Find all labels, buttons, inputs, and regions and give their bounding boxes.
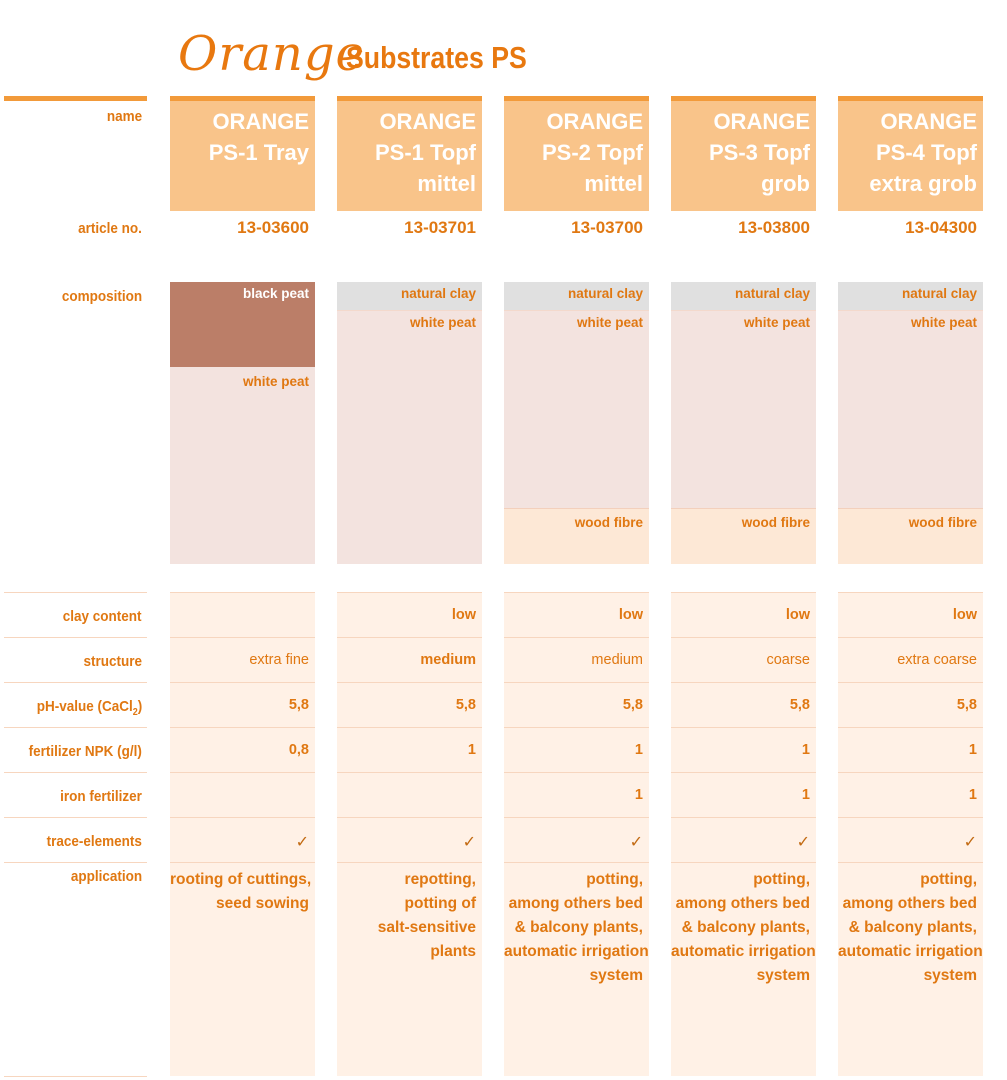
cell-ph-value: 5,8 [671, 682, 816, 727]
cell-clay-content [170, 592, 315, 637]
label-divider [4, 862, 147, 863]
properties-block [504, 592, 649, 1076]
product-name-line: ORANGE [713, 109, 810, 134]
application-line: potting of [404, 895, 476, 912]
product-name [337, 101, 482, 211]
cell-structure: coarse [671, 637, 816, 682]
composition-natural-clay: natural clay [337, 282, 482, 311]
cell-iron-fertilizer: 1 [504, 772, 649, 817]
cell-fertilizer: 0,8 [170, 727, 315, 772]
cell-ph-value: 5,8 [504, 682, 649, 727]
cell-structure: extra fine [170, 637, 315, 682]
composition-wood-fibre: wood fibre [671, 508, 816, 564]
product-name [671, 101, 816, 211]
cell-structure: extra coarse [838, 637, 983, 682]
application-line: automatic irrigation [671, 943, 816, 960]
label-column-bar [4, 96, 147, 101]
cell-fertilizer: 1 [838, 727, 983, 772]
application-line: among others bed [508, 895, 643, 912]
application-line: & balcony plants, [848, 919, 977, 936]
cell-clay-content: low [504, 592, 649, 637]
composition-stack [337, 282, 482, 564]
cell-ph-value: 5,8 [337, 682, 482, 727]
properties-block [671, 592, 816, 1076]
product-name-line: ORANGE [546, 109, 643, 134]
application-line: automatic irrigation [504, 943, 649, 960]
application-line: repotting, [404, 871, 476, 888]
product-name-line: PS-3 Topf [708, 140, 810, 165]
composition-white-peat: white peat [671, 311, 816, 508]
application-line: system [589, 967, 643, 984]
cell-application [671, 862, 816, 1076]
cell-trace-elements: ✓ [838, 817, 983, 862]
article-number: 13-03800 [738, 218, 810, 237]
label-divider [4, 637, 147, 638]
article-number: 13-03600 [237, 218, 309, 237]
cell-trace-elements: ✓ [504, 817, 649, 862]
cell-iron-fertilizer [170, 772, 315, 817]
product-name-line: mittel [417, 171, 476, 196]
product-name-line: PS-1 Tray [208, 140, 309, 165]
application-line: & balcony plants, [514, 919, 643, 936]
product-name-line: mittel [584, 171, 643, 196]
composition-stack [838, 282, 983, 564]
cell-clay-content: low [838, 592, 983, 637]
composition-white-peat: white peat [170, 367, 315, 564]
row-label-trace: trace-elements [46, 833, 142, 850]
ph-label-subscript: 2 [132, 707, 138, 718]
row-label-composition: composition [61, 288, 142, 305]
product-name-line: ORANGE [880, 109, 977, 134]
cell-application [504, 862, 649, 1076]
row-label-structure: structure [83, 653, 142, 670]
ph-label-suffix: ) [137, 698, 142, 715]
application-line: salt-sensitive [377, 919, 476, 936]
cell-structure: medium [337, 637, 482, 682]
application-line: rooting of cuttings, [170, 871, 312, 888]
label-divider [4, 772, 147, 773]
composition-stack [170, 282, 315, 564]
composition-natural-clay: natural clay [671, 282, 816, 311]
cell-application [838, 862, 983, 1076]
application-line: potting, [753, 871, 810, 888]
cell-ph-value: 5,8 [170, 682, 315, 727]
composition-natural-clay: natural clay [838, 282, 983, 311]
label-divider [4, 1076, 147, 1077]
application-line: seed sowing [215, 895, 309, 912]
application-line: potting, [920, 871, 977, 888]
composition-stack [504, 282, 649, 564]
product-name [838, 101, 983, 211]
product-name-line: ORANGE [212, 109, 309, 134]
cell-structure: medium [504, 637, 649, 682]
application-line: & balcony plants, [681, 919, 810, 936]
application-line: system [756, 967, 810, 984]
cell-clay-content: low [671, 592, 816, 637]
properties-block [170, 592, 315, 1076]
ph-label-prefix: pH-value (CaCl [36, 698, 133, 715]
label-divider [4, 682, 147, 683]
composition-natural-clay: natural clay [504, 282, 649, 311]
brand-logo: Orange [178, 26, 365, 82]
product-name-line: PS-1 Topf [374, 140, 476, 165]
product-name [170, 101, 315, 211]
application-line: potting, [586, 871, 643, 888]
application-line: among others bed [842, 895, 977, 912]
cell-fertilizer: 1 [504, 727, 649, 772]
application-line: plants [430, 943, 476, 960]
cell-fertilizer: 1 [337, 727, 482, 772]
row-label-fertilizer: fertilizer NPK (g/l) [28, 743, 142, 760]
cell-fertilizer: 1 [671, 727, 816, 772]
application-line: among others bed [675, 895, 810, 912]
article-number: 13-04300 [905, 218, 977, 237]
row-label-iron: iron fertilizer [60, 788, 142, 805]
article-number: 13-03701 [404, 218, 476, 237]
cell-application [337, 862, 482, 1076]
row-label-clay-content: clay content [63, 608, 142, 625]
label-divider [4, 727, 147, 728]
cell-application [170, 862, 315, 1076]
product-name [504, 101, 649, 211]
cell-clay-content: low [337, 592, 482, 637]
cell-trace-elements: ✓ [337, 817, 482, 862]
product-name-line: grob [761, 171, 810, 196]
product-name-line: PS-2 Topf [541, 140, 643, 165]
cell-iron-fertilizer: 1 [838, 772, 983, 817]
row-label-name: name [106, 108, 142, 125]
composition-wood-fibre: wood fibre [838, 508, 983, 564]
properties-block [337, 592, 482, 1076]
composition-wood-fibre: wood fibre [504, 508, 649, 564]
row-label-application: application [70, 868, 142, 885]
label-divider [4, 817, 147, 818]
row-label-article: article no. [78, 220, 142, 237]
label-divider [4, 592, 147, 593]
product-name-line: ORANGE [379, 109, 476, 134]
composition-stack [671, 282, 816, 564]
cell-ph-value: 5,8 [838, 682, 983, 727]
cell-iron-fertilizer [337, 772, 482, 817]
product-name-line: extra grob [869, 171, 977, 196]
cell-iron-fertilizer: 1 [671, 772, 816, 817]
composition-black-peat: black peat [170, 282, 315, 367]
application-line: automatic irrigation [838, 943, 983, 960]
properties-block [838, 592, 983, 1076]
application-line: system [923, 967, 977, 984]
product-name-line: PS-4 Topf [875, 140, 977, 165]
row-label-ph [36, 698, 142, 718]
cell-trace-elements: ✓ [170, 817, 315, 862]
article-number: 13-03700 [571, 218, 643, 237]
composition-white-peat: white peat [337, 311, 482, 564]
composition-white-peat: white peat [504, 311, 649, 508]
cell-trace-elements: ✓ [671, 817, 816, 862]
composition-white-peat: white peat [838, 311, 983, 508]
page-subtitle: Substrates PS [346, 40, 527, 75]
